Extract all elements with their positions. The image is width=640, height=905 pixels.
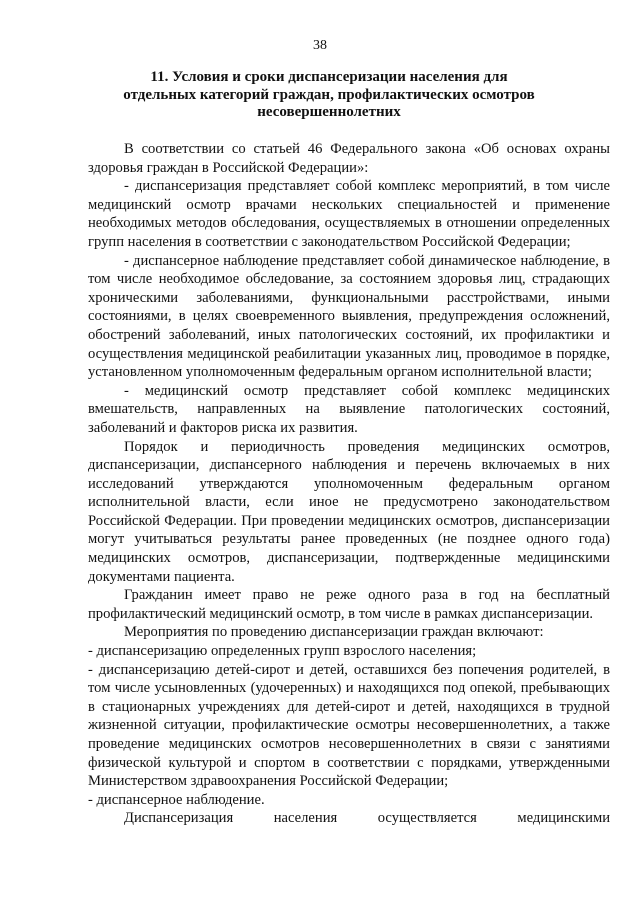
definition-dispensary-observation: - диспансерное наблюдение представляет собой динамическое наблюдение, в том числе необходимое обследование, за состоянием здоровья лиц, страдающих хроническими заболеваниями, функциональными расстройствами, иными состояниями, в целях своевременного выявления, предупреждения осложнений, обострений заболеваний, иных патологических состояний, их профилактики и осуществления медицинской реабилитации указанных лиц, проводимое в порядке, установленном уполномоченным федеральным органом исполнительной власти;	[88, 252, 610, 381]
intro-paragraph: В соответствии со статьей 46 Федерального закона «Об основах охраны здоровья граждан в Российской Федерации»:	[88, 141, 610, 176]
citizen-right-paragraph: Гражданин имеет право не реже одного раза в год на бесплатный профилактический медицинский осмотр, в том числе в рамках диспансеризации.	[88, 587, 610, 622]
section-title: 11. Условия и сроки диспансеризации населения для отдельных категорий граждан, профилактических осмотров несовершеннолетних	[123, 69, 535, 120]
procedure-paragraph: Порядок и периодичность проведения медицинских осмотров, диспансеризации, диспансерного наблюдения и перечень включаемых в них исследований утверждаются уполномоченным федеральным органом исполнительной власти, если иное не предусмотрено законодательством Российской Федерации. При проведении медицинских осмотров, диспансеризации могут учитываться результаты ранее проведенных (не позднее одного года) медицинских осмотров, диспансеризации, подтвержденные медицинскими документами пациента.	[88, 438, 610, 585]
measure-orphans-minors: - диспансеризацию детей-сирот и детей, оставшихся без попечения родителей, в том числе усыновленных (удочеренных) и находящихся под опекой, пребывающих в стационарных учреждениях для детей-сирот и детей, находящихся в трудной жизненной ситуации, профилактические осмотры несовершеннолетних, а также проведение медицинских осмотров несовершеннолетних в связи с занятиями физической культурой и спортом в соответствии с порядками, утвержденными Министерством здравоохранения Российской Федерации;	[88, 661, 610, 790]
definition-dispanserization: - диспансеризация представляет собой комплекс мероприятий, в том числе медицинский осмотр врачами нескольких специальностей и применение необходимых методов обследования, осуществляемых в отношении определенных групп населения в соответствии с законодательством Российской Федерации;	[88, 178, 610, 250]
closing-paragraph-fragment: Диспансеризация населения осуществляется медицинскими	[124, 810, 610, 827]
page-number: 38	[313, 38, 327, 53]
measure-adult-population: - диспансеризацию определенных групп взрослого населения;	[88, 643, 477, 660]
document-body	[88, 140, 610, 828]
definition-medical-examination: - медицинский осмотр представляет собой комплекс медицинских вмешательств, направленных на выявление патологических состояний, заболеваний и факторов риска их развития.	[88, 382, 610, 436]
measure-dispensary-observation: - диспансерное наблюдение.	[88, 791, 265, 808]
measures-intro-paragraph: Мероприятия по проведению диспансеризации граждан включают:	[124, 624, 544, 641]
